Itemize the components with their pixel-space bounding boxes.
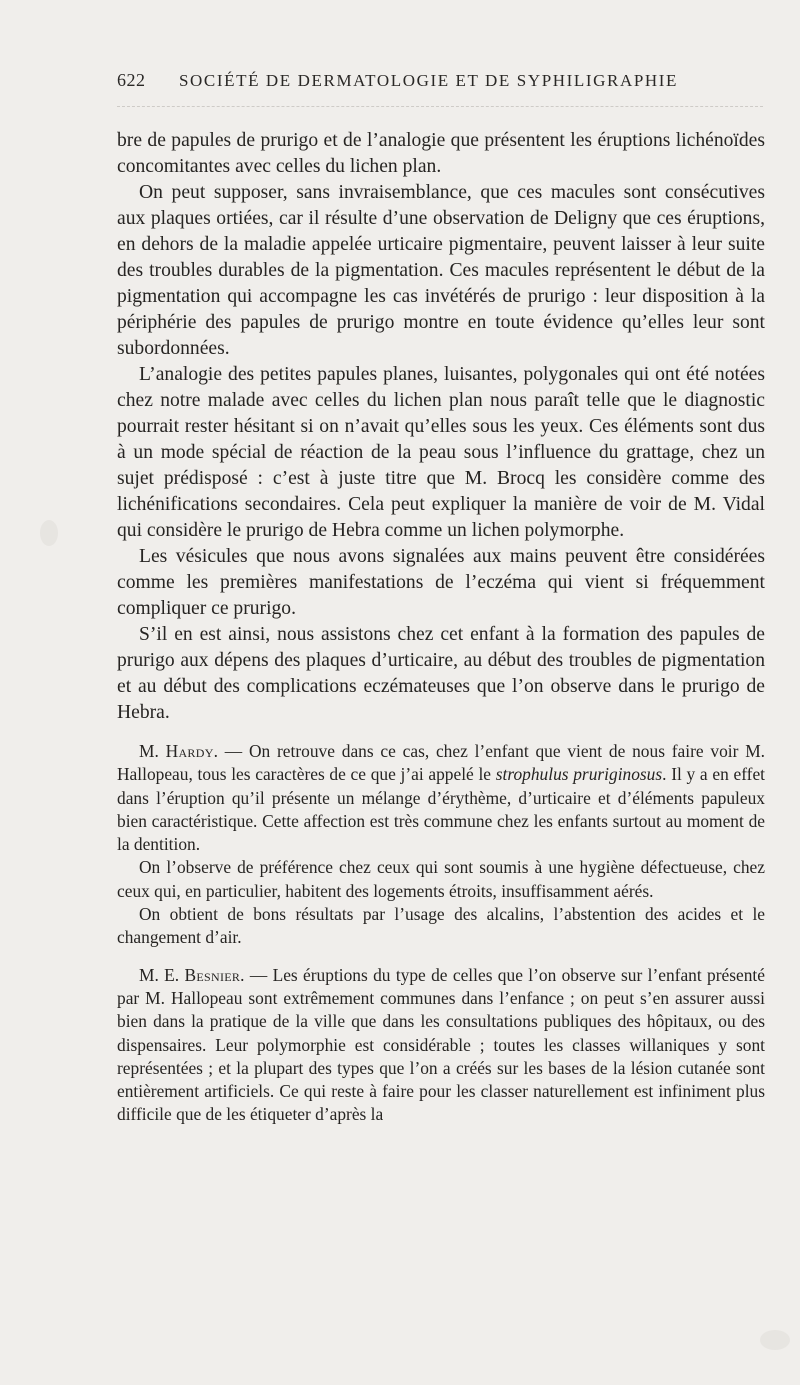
remark-text: . — On retrouve dans ce cas, chez l’enfant que vient de nous faire voir M. Hallopeau, tous les caractères de ce que j’ai appelé le [117,741,765,785]
speaker-name: Hardy [165,741,214,761]
paragraph: Les vésicules que nous avons signalées aux mains peuvent être considérées comme les premières manifestations de l’eczéma qui vient si fréquemment compliquer ce prurigo. [117,546,765,619]
speaker-prefix: M. [139,741,159,761]
remark-text: . Il y a en effet dans l’éruption qu’il présente un mélange d’érythème, d’urticaire et d’éléments papuleux bien caractéristique. Cette affection est très commune chez les enfants surtout au moment de la dentition. [117,764,766,855]
remark-text: . — Les éruptions du type de celles que l’on observe sur l’enfant présenté par M. Hallopeau sont extrêmement communes dans l’enfance ; on peut s’en assurer aussi bien dans la pratique de la ville que dans les consultations publiques des hôpitaux, ou des dispensaires. Leur polymorphie est considérable ; toutes les classes willaniques y sont représentées ; et la plupart des types que l’on a créés sur les bases de la lésion cutanée sont entièrement artificiels. Ce qui reste à faire pour les classer naturellement est infiniment plus difficile que de les étiqueter d’après la [117,964,765,1125]
running-head-title: SOCIÉTÉ DE DERMATOLOGIE ET DE SYPHILIGRAPHIE [179,71,679,90]
paper-stain [760,1330,790,1350]
discussion [117,740,765,1127]
paper-stain [40,520,58,546]
header-rule [117,106,763,107]
besnier-remark [117,964,765,1127]
paragraph: bre de papules de prurigo et de l’analogie que présentent les éruptions lichénoïdes concomitantes avec celles du lichen plan. [117,130,765,177]
italic-term: strophulus pruriginosus [495,764,663,785]
main-text [117,128,765,726]
page-number: 622 [117,70,146,90]
body-text [117,128,765,1127]
paragraph: On l’observe de préférence chez ceux qui sont soumis à une hygiène défectueuse, chez ceux qui, en particulier, habitent des logements étroits, insuffisamment aérés. [117,857,765,901]
paragraph: L’analogie des petites papules planes, luisantes, polygonales qui ont été notées chez notre malade avec celles du lichen plan nous paraît telle que le diagnostic pourrait rester hésitant si on n’avait qu’elles sous les yeux. Ces éléments sont dus à un mode spécial de réaction de la peau sous l’influence du grattage, chez un sujet prédisposé : c’est à juste titre que M. Brocq les considère comme des lichénifications secondaires. Cela peut expliquer la manière de voir de M. Vidal qui considère le prurigo de Hebra comme un lichen polymorphe. [117,364,765,541]
speaker-name: Besnier [184,964,241,985]
running-header [117,70,765,94]
paragraph: S’il en est ainsi, nous assistons chez cet enfant à la formation des papules de prurigo aux dépens des plaques d’urticaire, au début des troubles de pigmentation et au début des complications eczémateuses que l’on observe dans le prurigo de Hebra. [117,624,765,723]
paragraph: On obtient de bons résultats par l’usage des alcalins, l’abstention des acides et le changement d’air. [117,904,765,948]
paragraph: On peut supposer, sans invraisemblance, que ces macules sont consécutives aux plaques ortiées, car il résulte d’une observation de Deligny que ces éruptions, en dehors de la maladie appelée urticaire pigmentaire, peuvent laisser à leur suite des troubles durables de la pigmentation. Ces macules représentent le début de la pigmentation qui accompagne les cas invétérés de prurigo : leur disposition à la périphérie des papules de prurigo montre en toute évidence qu’elles leur sont subordonnées. [117,182,765,359]
hardy-remark [117,740,765,856]
speaker-prefix: M. E. [139,964,180,985]
